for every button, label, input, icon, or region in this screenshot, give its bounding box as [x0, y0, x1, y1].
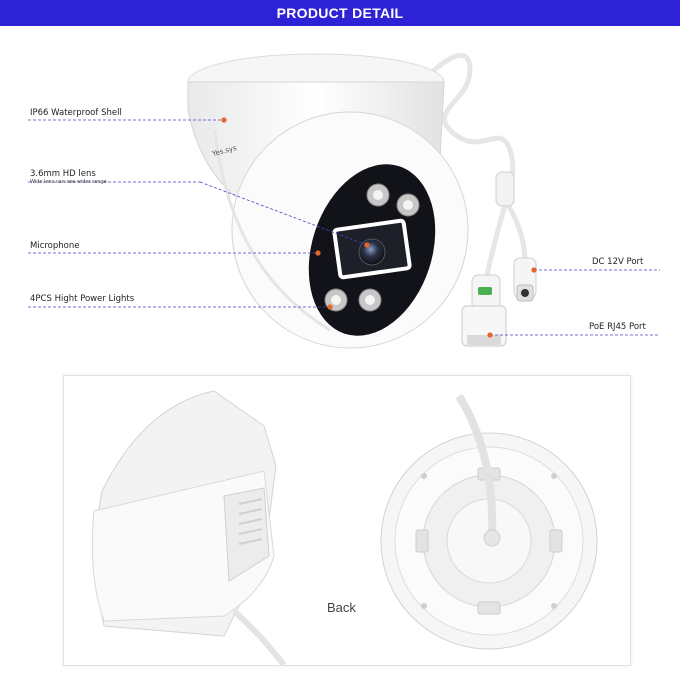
cable-splitter: [496, 172, 514, 206]
callout-poe-port-label: PoE RJ45 Port: [589, 322, 646, 332]
camera-rear-view: [381, 396, 597, 649]
callout-dc-port-label: DC 12V Port: [592, 257, 644, 267]
back-view-illustration: [64, 376, 630, 665]
callout-lens-sub: Wide lens can see wider range: [30, 179, 107, 185]
brand-logo-text: Yes.sys: [211, 143, 238, 159]
callout-dc-port: [592, 257, 643, 267]
camera-side-view: [92, 391, 284, 665]
callout-lens: [30, 169, 107, 185]
back-view-label: Back: [327, 600, 356, 615]
callout-microphone: [30, 241, 79, 251]
callout-lens-label: 3.6mm HD lens: [30, 169, 96, 179]
product-detail-banner: PRODUCT DETAIL: [0, 0, 680, 26]
callout-shell-label: IP66 Waterproof Shell: [30, 108, 122, 118]
rj45-connector: [462, 275, 506, 346]
callout-microphone-label: Microphone: [30, 241, 80, 251]
dc-connector: [514, 258, 536, 301]
back-view-panel: [63, 375, 631, 666]
callout-lights: [30, 294, 134, 304]
callout-poe-port: [589, 322, 646, 332]
callout-lights-label: 4PCS Hight Power Lights: [30, 294, 135, 304]
callout-shell: [30, 108, 122, 118]
